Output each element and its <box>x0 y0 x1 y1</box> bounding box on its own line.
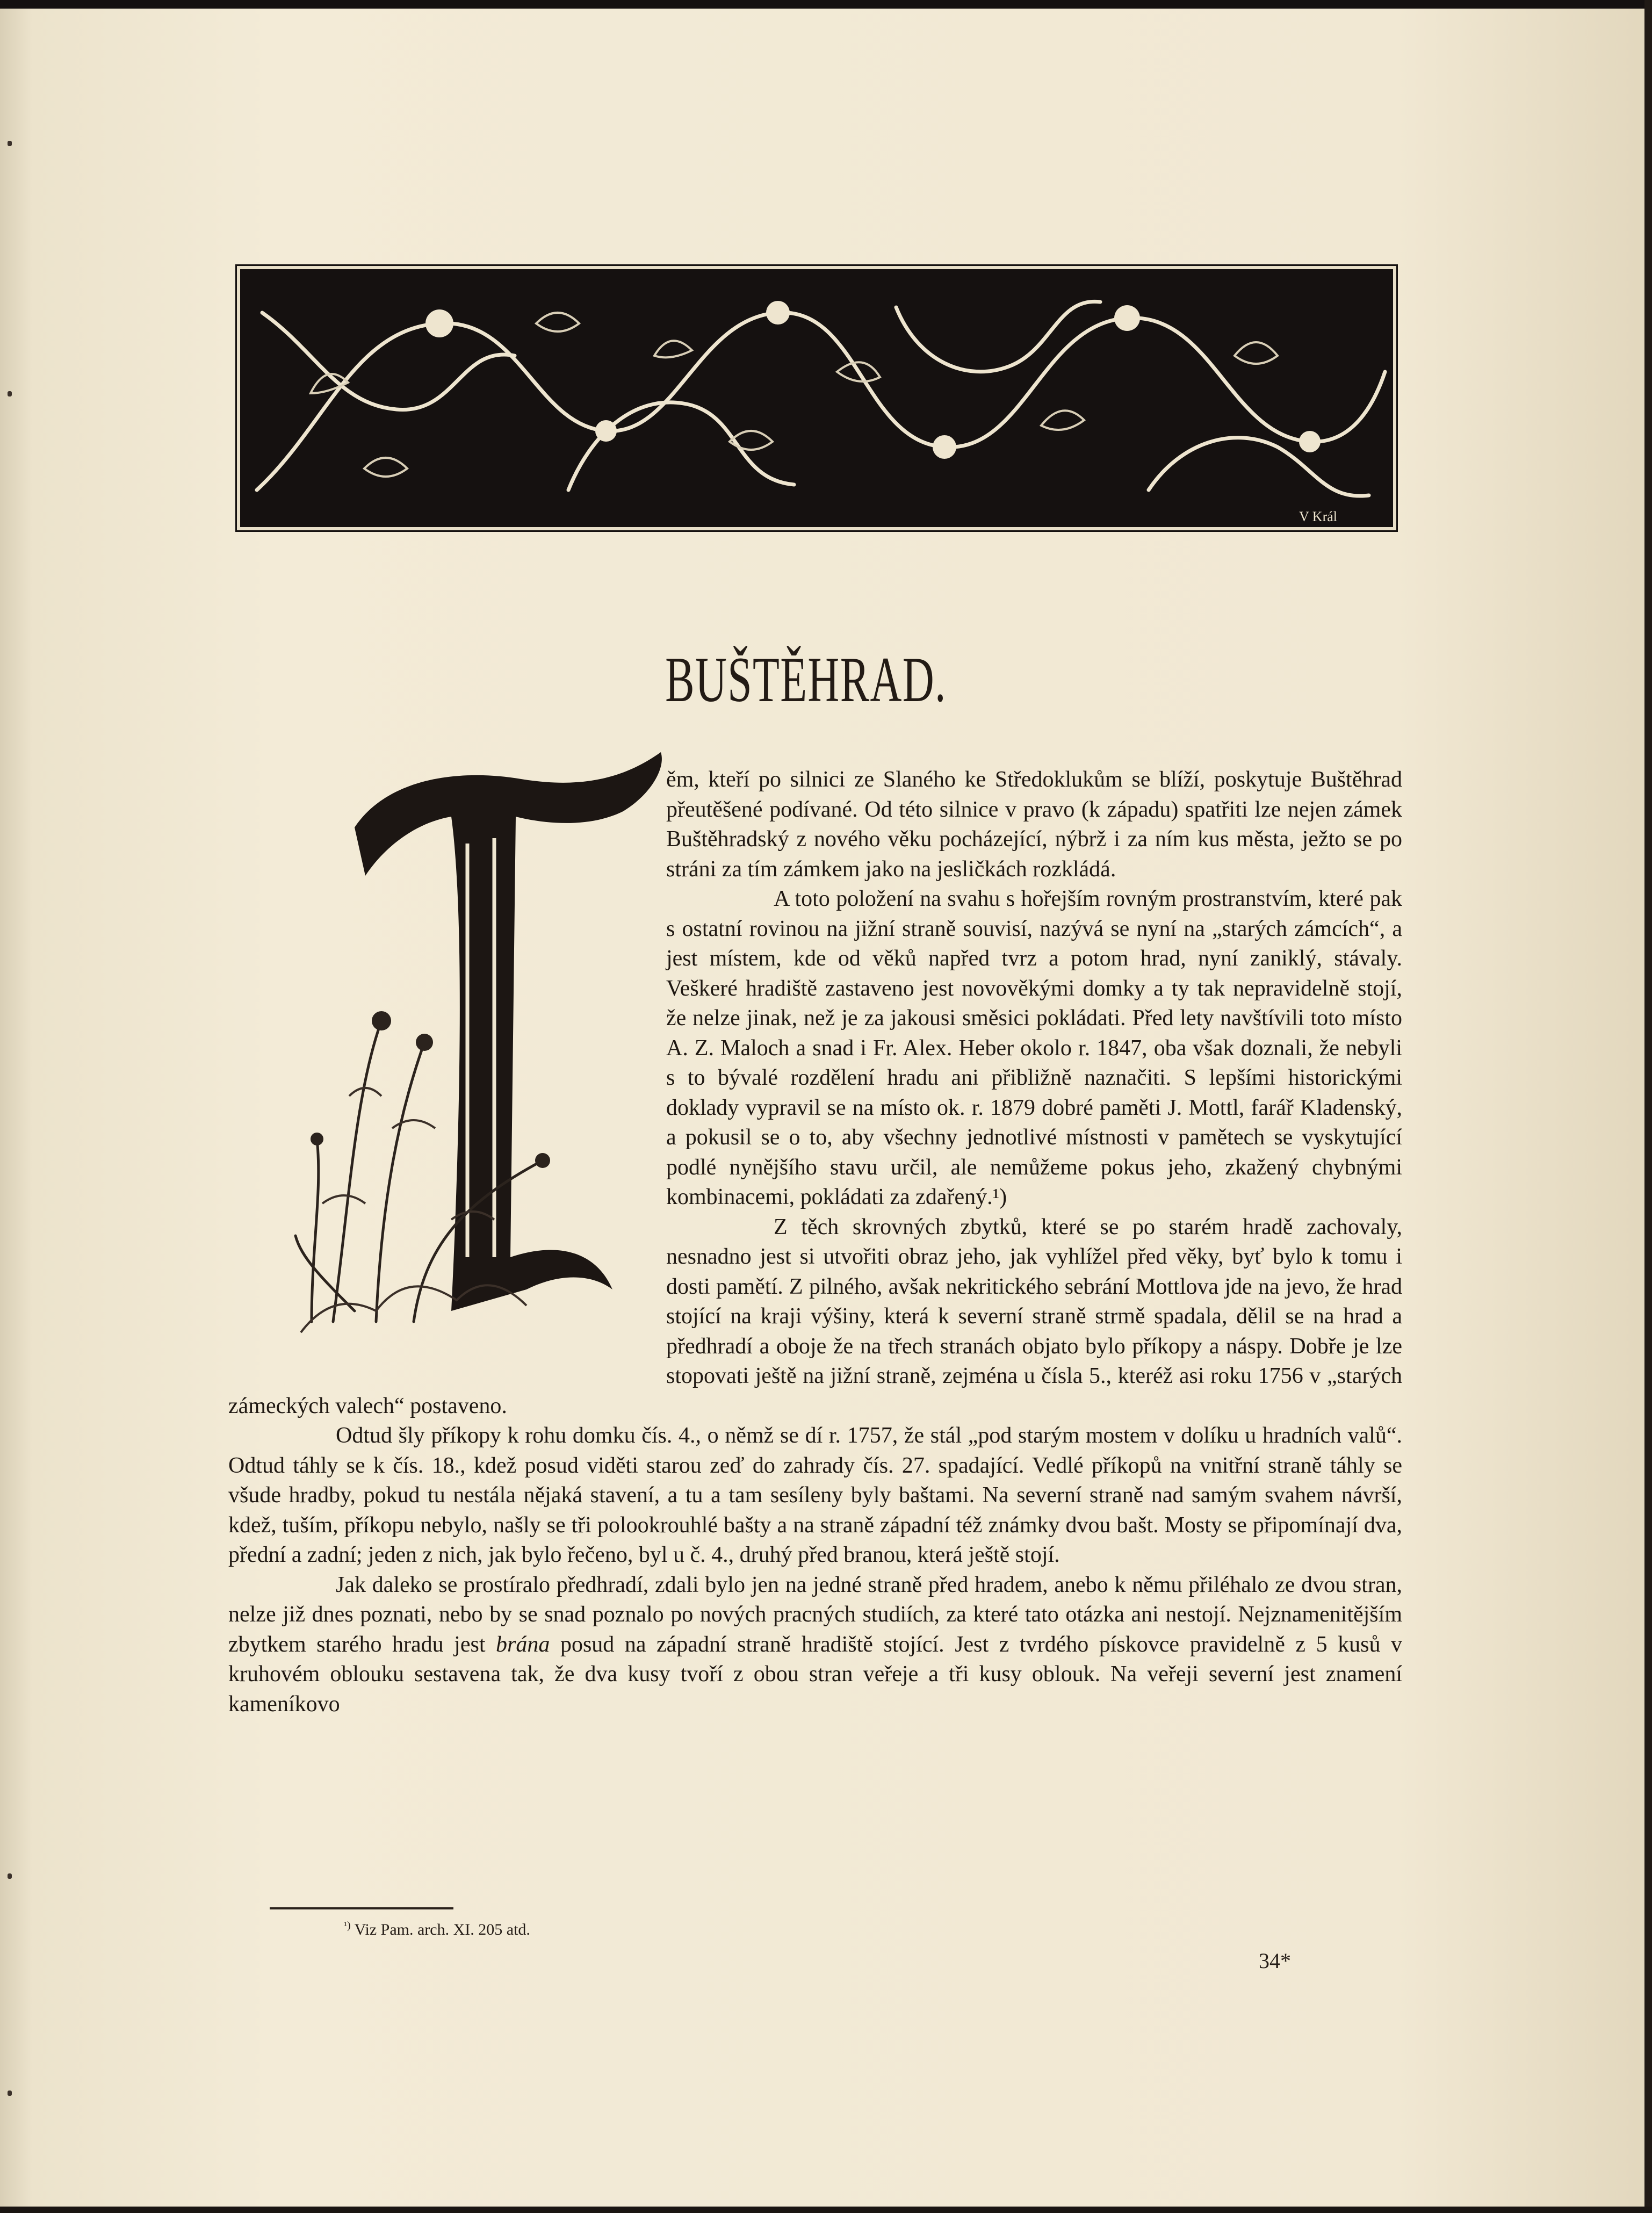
bottom-edge <box>0 2207 1652 2213</box>
top-edge <box>0 0 1652 9</box>
initial-spacer <box>228 765 666 1379</box>
paragraph-1: ěm, kteří po silnici ze Slaného ke Středoklukům se blíží, poskytuje Buštěhrad přeutěšené podívané. Od této silnice v pravo (k západu) spatřiti lze nejen zámek Buštěhradský z nového věku pocházející, nýbrž i za ním kus města, ježto se po stráni za tím zámkem jako na jesličkách rozkládá. <box>666 767 1402 882</box>
margin-mark <box>8 391 12 397</box>
footnote-marker: ¹) <box>344 1920 351 1931</box>
paragraph-4: Odtud šly příkopy k rohu domku čís. 4., o němž se dí r. 1757, že stál „pod starým mostem v dolíku u hradních valů“. Odtud táhly se k čís. 18., kdež posud viděti starou zeď do zahrady čís. 27. spadající. Vedlé příkopů na vnitřní straně táhly se všude hradby, pokud tu nestála nějaká stavení, a tu a tam sesíleny byly baštami. Na severní straně nad samým svahem návrší, kdež, tuším, příkopu nebylo, našly se tři polookrouhlé bašty a na straně západní též známky dvou bašt. Mosty se připomínají dva, přední a zadní; jeden z nich, jak bylo řečeno, byl u č. 4., druhý před branou, která ještě stojí. <box>228 1423 1402 1567</box>
paragraph-5-part-1: Jak daleko se prostíralo předhradí, zdali bylo jen na jedné straně před hradem, anebo k němu přiléhalo ze dvou stran, nelze již dnes poznati, nebo by se snad poznalo po nových pracných studiích, za které tato otázka ani nestojí. Nejznamenitějším zbytkem starého hradu jest <box>228 1572 1402 1657</box>
margin-mark <box>8 141 12 146</box>
margin-mark <box>8 1873 12 1879</box>
paragraph-5 <box>228 1570 1402 1720</box>
paragraph-2: A toto položení na svahu s hořejším rovným prostranstvím, které pak s ostatní rovinou na jižní straně souvisí, nazývá se nyní na „starých zámcích“, a jest místem, kde od věků napřed tvrz a potom hrad, nyní zaniklý, stávaly. Veškeré hradiště zastaveno jest novověkými domky a ty tak nepravidelně stojí, že nelze jinak, než je za jakousi směsici pokládati. Před lety navštívili toto místo A. Z. Maloch a snad i Fr. Alex. Heber okolo r. 1847, oba však doznali, že nebyli s to bývalé rozdělení hradu ani přibližně naznačiti. S lepšími historickými doklady vypravil se na místo ok. r. 1879 dobré paměti J. Mottl, farář Kladenský, a pokusil se o to, aby všechny jednotlivé místnosti v pamětech se vyskytující podlé nynějšího stavu určil, ale nemůžeme pokus jeho, zkažený chybnými kombinacemi, pokládati za zdařený.¹) <box>666 886 1402 1209</box>
footnote <box>344 1920 530 1939</box>
signature-mark: 34* <box>1259 1949 1291 1973</box>
footnote-rule <box>270 1907 453 1909</box>
page-title: BUŠTĚHRAD. <box>665 644 947 715</box>
banner-signature: V Král <box>1299 509 1338 524</box>
paragraph-5-part-2: posud na západní straně hradiště stojící. Jest z tvrdého pískovce pravidelně z 5 kusů v kruhovém oblouku sestavena tak, že dva kusy tvoří z obou stran veřeje a tři kusy oblouk. Na veřeji severní jest znamení kameníkovo <box>228 1632 1403 1717</box>
paragraph-3: Z těch skrovných zbytků, které se po starém hradě zachovaly, nesnadno jest si utvořiti obraz jeho, jak vyhlížel před věky, byť bylo k tomu i dosti pamětí. Z pilného, avšak nekritického sebrání Mottlova jde na jevo, že hrad stojící na kraji výšiny, která k severní straně strmě spadala, dělil se na hrad a předhradí a oboje že na třech stranách objato bylo příkopy a náspy. Dobře je lze stopovati ještě na jižní straně, zejména u čísla 5., kteréž asi roku 1756 v „starých zámeckých valech“ postaveno. <box>228 1214 1402 1418</box>
ornamental-banner <box>235 264 1398 532</box>
article-body <box>228 765 1402 1719</box>
paragraph-5-emphasis: brána <box>496 1632 550 1657</box>
right-edge <box>1644 0 1652 2213</box>
margin-mark <box>8 2091 12 2096</box>
footnote-text: Viz Pam. arch. XI. 205 atd. <box>354 1921 530 1938</box>
